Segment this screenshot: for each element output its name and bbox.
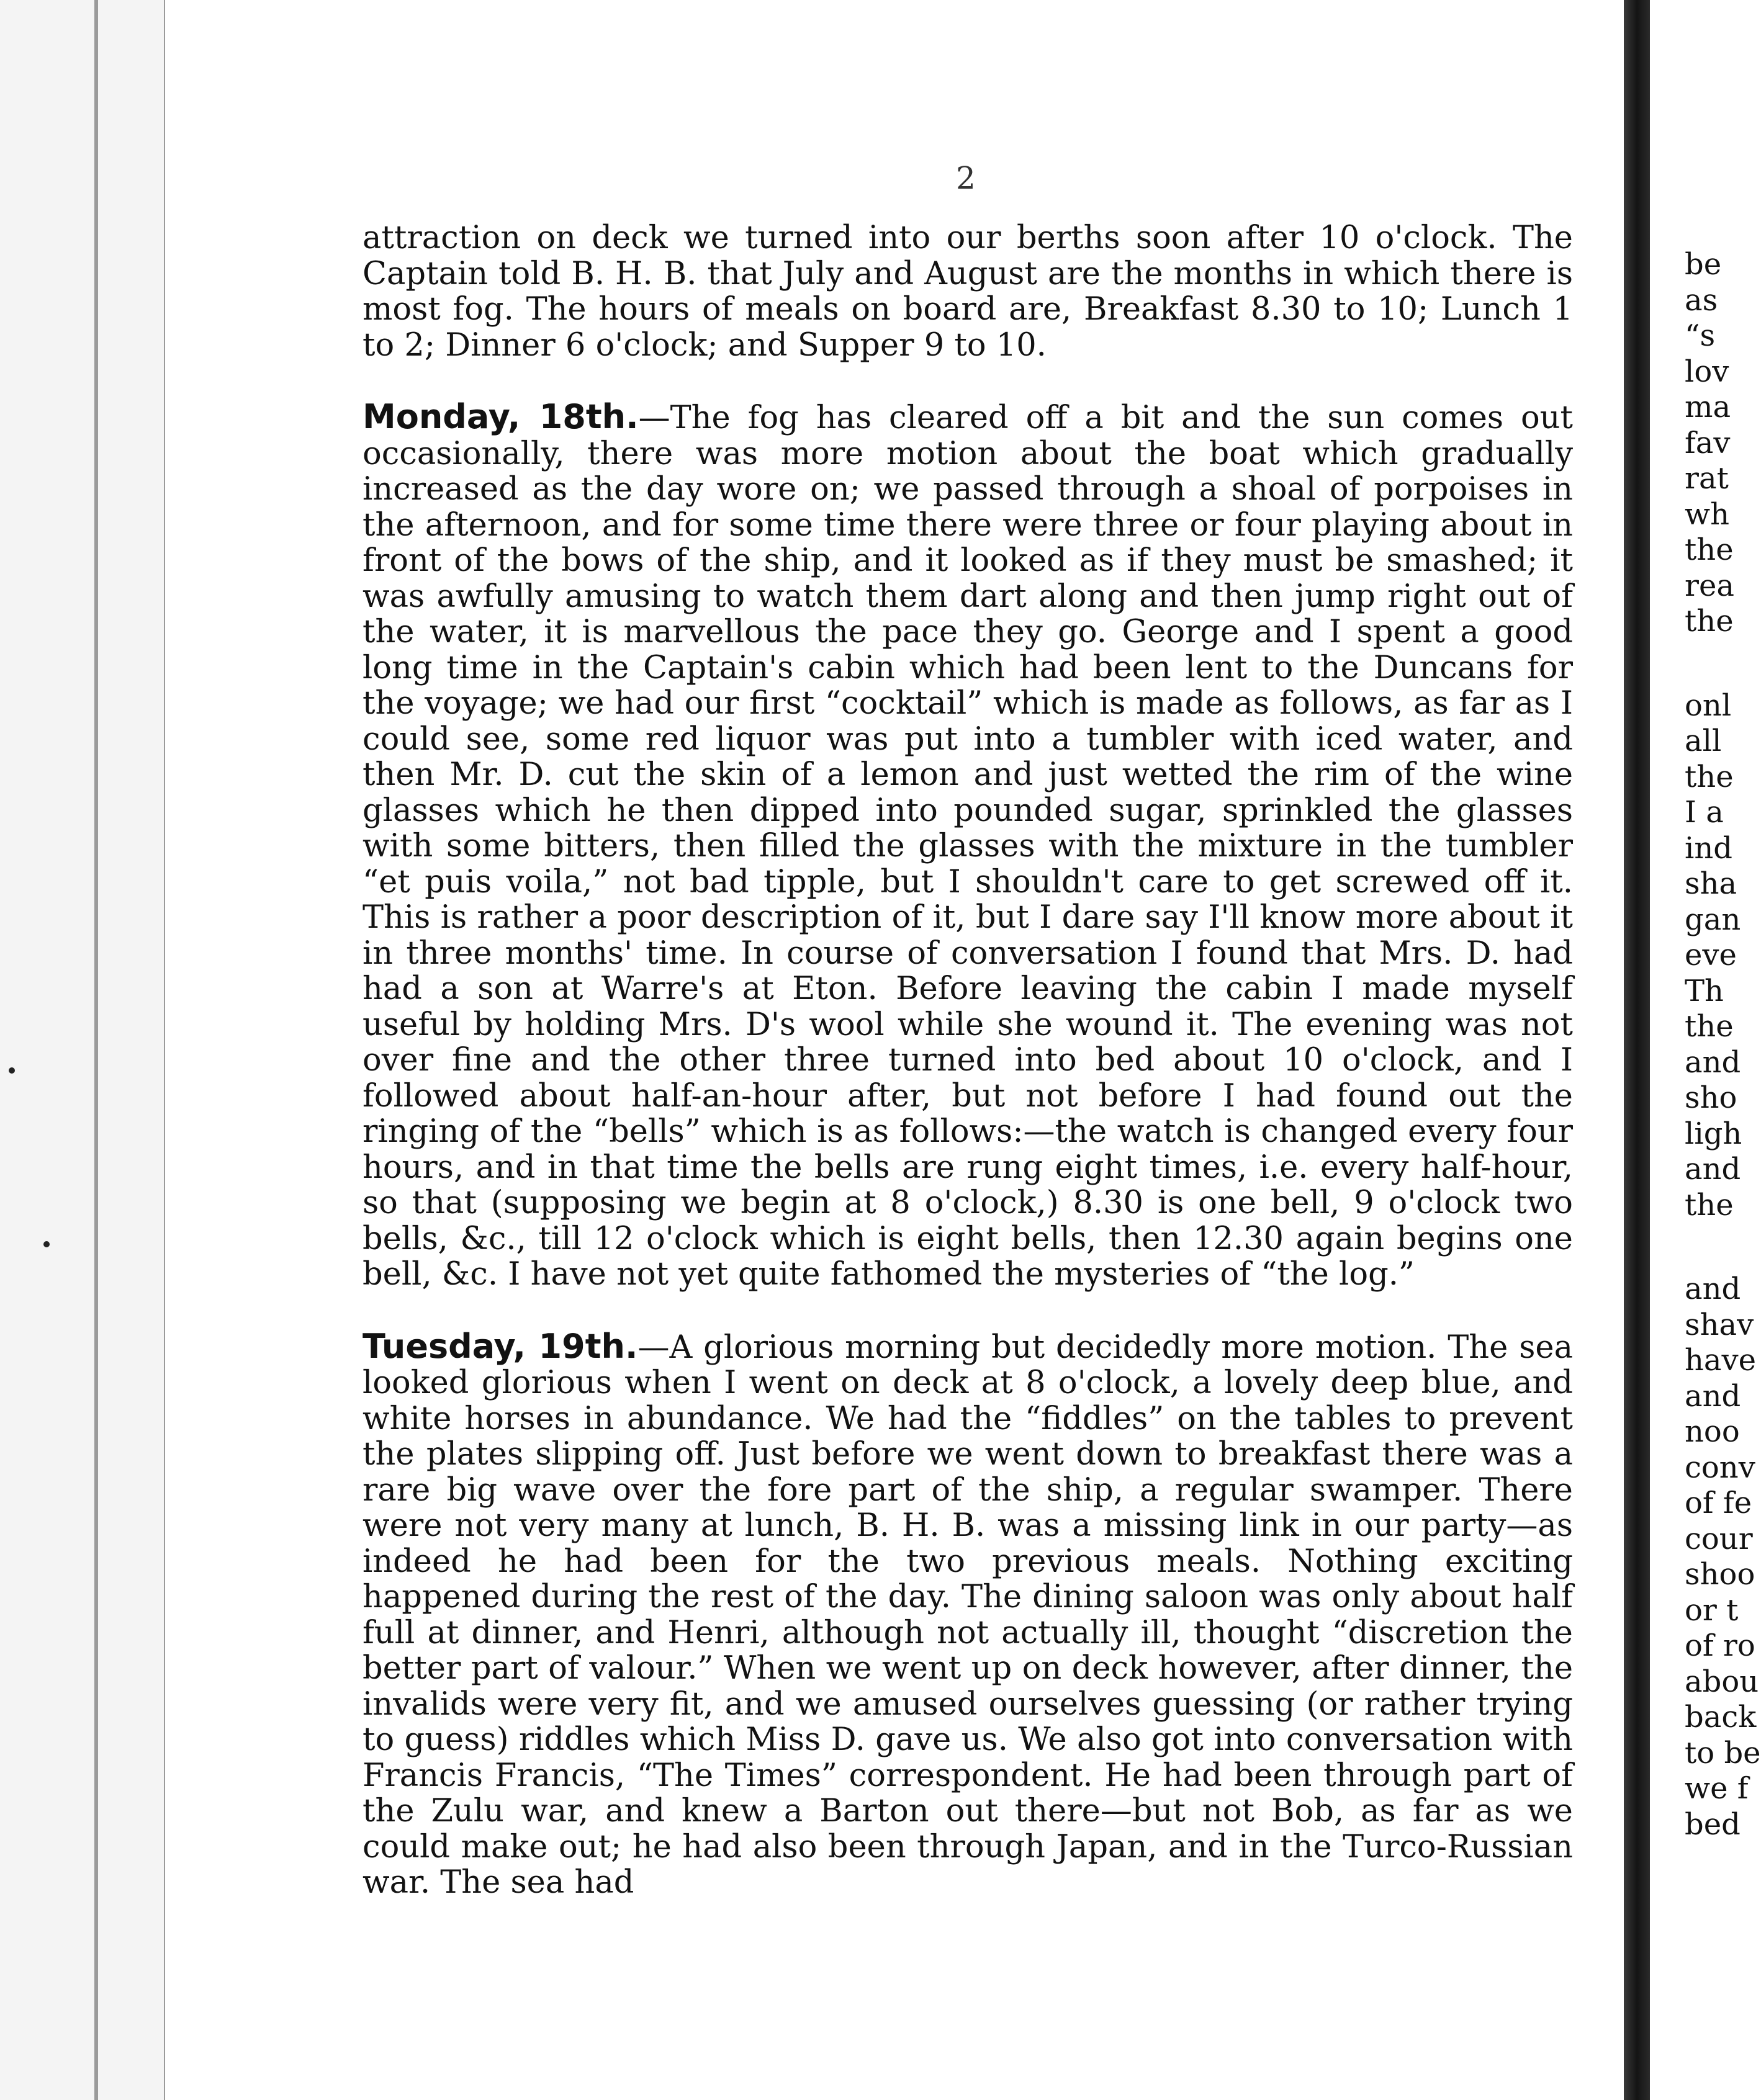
facing-page-line: I a xyxy=(1685,795,1724,830)
facing-page-line: abou xyxy=(1685,1664,1759,1699)
facing-page-line: of ro xyxy=(1685,1628,1755,1663)
facing-page-line: the xyxy=(1685,532,1734,567)
paragraph-tuesday xyxy=(363,1326,1573,1901)
book-gutter xyxy=(1624,0,1650,2100)
paragraph-monday xyxy=(363,399,1573,1293)
page-edge-line xyxy=(94,0,98,2100)
facing-page-line: rea xyxy=(1685,568,1734,603)
paragraph-intro xyxy=(363,220,1573,363)
facing-page-line: ind xyxy=(1685,830,1732,866)
facing-page-line: noo xyxy=(1685,1414,1740,1449)
facing-page xyxy=(1650,0,1761,2100)
scan-speck xyxy=(43,1241,50,1247)
facing-page-line: fav xyxy=(1685,425,1731,460)
facing-page-line: and xyxy=(1685,1272,1741,1306)
facing-page-line: and xyxy=(1685,1152,1741,1187)
facing-page-line: and xyxy=(1685,1044,1741,1080)
facing-page-line: to be xyxy=(1685,1735,1761,1770)
scan-speck xyxy=(9,1067,15,1074)
facing-page-line: and xyxy=(1685,1378,1741,1414)
facing-page-line: the xyxy=(1685,759,1734,794)
facing-page-line: eve xyxy=(1685,938,1737,972)
facing-page-line: the xyxy=(1685,1009,1734,1044)
facing-page-line: gan xyxy=(1685,902,1741,937)
scan-left-margin xyxy=(0,0,168,2100)
facing-page-line: shav xyxy=(1685,1307,1754,1342)
facing-page-line: cour xyxy=(1685,1521,1753,1556)
page-number: 2 xyxy=(956,160,976,196)
facing-page-line: of fe xyxy=(1685,1486,1752,1520)
facing-page-line: bed xyxy=(1685,1806,1741,1842)
facing-page-line: wh xyxy=(1685,496,1729,532)
paragraph-text: —The fog has cleared off a bit and the sun comes out occasionally, there was more motion about the boat which gradually increased as the day wore on; we passed through a shoal of porpoises in the afternoon, and for some time there were three or four playing about in front of the bows of the ship, and it looked as if they must be smashed; it was awfully amusing to watch them dart along and then jump right out of the water, it is marvellous the pace they go. George and I spent a good long time in the Captain's cabin which had been lent to the Duncans for the voyage; we had our first “cocktail” which is made as follows, as far as I could see, some red liquor was put into a tumbler with iced water, and then Mr. D. cut the skin of a lemon and just wetted the rim of the wine glasses which he then dipped into pounded sugar, sprinkled the glasses with some bitters, then filled the glasses with the mixture in the tumbler “et puis voila,” not bad tipple, but I shouldn't care to get screwed off it. This is rather a poor description of it, but I dare say I'll know more about it in three months' time. In course of conversation I found that Mrs. D. had had a son at Warre's at Eton. Before leaving the cabin I made myself useful by holding Mrs. D's wool while she wound it. The evening was not over fine and the other three turned into bed about 10 o'clock, and I followed about half-an-hour after, but not before I had found out the ringing of the “bells” which is as follows:—the watch is changed every four hours, and in that time the bells are rung eight times, i.e. every half-hour, so that (supposing we begin at 8 o'clock,) 8.30 is one bell, 9 o'clock two bells, &c., till 12 o'clock which is eight bells, then 12.30 again begins one bell, &c. I have not yet quite fathomed the mysteries of “the log.” xyxy=(363,400,1573,1293)
facing-page-line: all xyxy=(1685,724,1722,758)
facing-page-line: sho xyxy=(1685,1080,1737,1115)
paragraph-text: —A glorious morning but decidedly more motion. The sea looked glorious when I went on deck at 8 o'clock, a lovely deep blue, and white horses in abundance. We had the “fiddles” on the tables to prevent the plates slipping off. Just before we went down to breakfast there was a rare big wave over the fore part of the ship, a regular swamper. There were not very many at lunch, B. H. B. was a missing link in our party—as indeed he had been for the two previous meals. Nothing exciting happened during the rest of the day. The dining saloon was only about half full at dinner, and Henri, although not actually ill, thought “discretion the better part of valour.” When we went up on deck however, after dinner, the invalids were very fit, and we amused ourselves guessing (or rather trying to guess) riddles which Miss D. gave us. We also got into conversation with Francis Francis, “The Times” correspondent. He had been through part of the Zulu war, and knew a Barton out there—but not Bob, as far as we could make out; he had also been through Japan, and in the Turco-Russian war. The sea had xyxy=(363,1329,1573,1901)
day-heading: Monday, 18th. xyxy=(363,397,639,436)
facing-page-line: we f xyxy=(1685,1771,1749,1806)
day-heading: Tuesday, 19th. xyxy=(363,1326,638,1366)
facing-page-line: shoo xyxy=(1685,1557,1755,1592)
facing-page-line: as xyxy=(1685,282,1718,318)
facing-page-line: Th xyxy=(1685,973,1724,1008)
facing-page-line: lov xyxy=(1685,354,1729,389)
facing-page-line: sha xyxy=(1685,866,1737,901)
facing-page-line: ma xyxy=(1685,390,1731,424)
facing-page-line: be xyxy=(1685,247,1722,282)
paragraph-text: attraction on deck we turned into our berths soon after 10 o'clock. The Captain told B. H. B. that July and August are the months in which there is most fog. The hours of meals on board are, Breakfast 8.30 to 10; Lunch 1 to 2; Dinner 6 o'clock; and Supper 9 to 10. xyxy=(363,220,1573,364)
facing-page-line: the xyxy=(1685,1187,1734,1223)
facing-page-line: conv xyxy=(1685,1450,1755,1485)
facing-page-line: “s xyxy=(1685,318,1716,353)
facing-page-line: the xyxy=(1685,604,1734,639)
facing-page-line: or t xyxy=(1685,1592,1739,1628)
facing-page-line: have xyxy=(1685,1343,1757,1378)
facing-page-line: onl xyxy=(1685,688,1732,723)
facing-page-line: back xyxy=(1685,1700,1757,1734)
facing-page-line: ligh xyxy=(1685,1116,1742,1151)
body-text xyxy=(363,220,1573,2057)
facing-page-line: rat xyxy=(1685,461,1729,496)
